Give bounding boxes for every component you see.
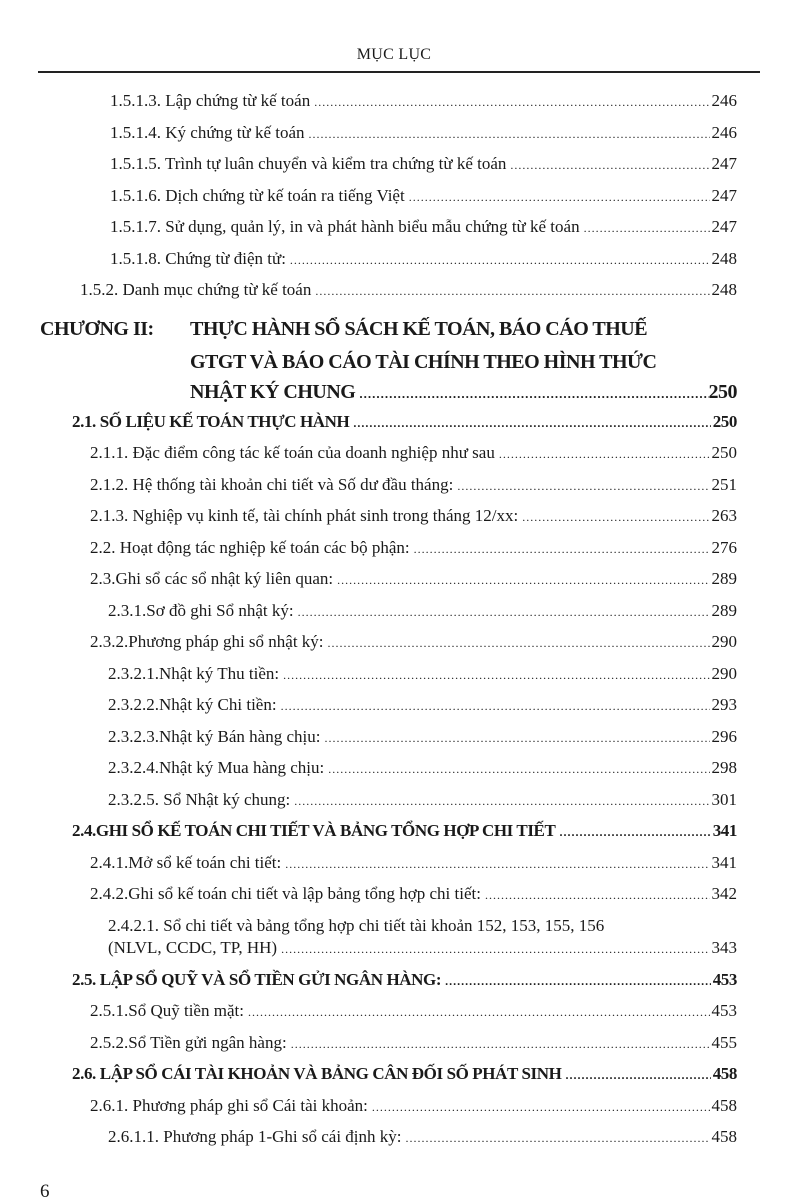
toc-entry-label: 2.5.1.Sổ Quỹ tiền mặt: <box>90 1001 244 1020</box>
toc-entry[interactable] <box>0 596 788 628</box>
toc-entry-label: 2.1.2. Hệ thống tài khoản chi tiết và Số dư đầu tháng: <box>90 474 454 494</box>
toc-entry-page: 458 <box>712 1064 737 1083</box>
toc-entry-line-2 <box>108 937 737 960</box>
toc-entry[interactable] <box>0 879 788 911</box>
toc-entry-label: 2.4.2.1. Sổ chi tiết và bảng tổng hợp chi tiết tài khoản 152, 153, 155, 156 <box>108 915 605 935</box>
toc-entry[interactable] <box>0 149 788 181</box>
toc-entry-page: 455 <box>711 1032 737 1052</box>
dot-leader <box>328 628 710 659</box>
dot-leader <box>281 691 710 722</box>
toc-entry-page: 263 <box>711 506 737 525</box>
dot-leader <box>290 245 710 276</box>
toc-entry-label: 2.1.1. Đặc điểm công tác kế toán của doanh nghiệp như sau <box>90 443 495 462</box>
toc-entry-label: 2.3.2.2.Nhật ký Chi tiền: <box>108 695 277 714</box>
dot-leader <box>294 786 709 817</box>
toc-entry-page: 248 <box>711 248 737 268</box>
toc-entry[interactable] <box>0 627 788 659</box>
toc-entry-label: 2.2. Hoạt động tác nghiệp kế toán các bộ phận: <box>90 537 410 557</box>
toc-entry[interactable] <box>0 1122 788 1154</box>
toc-entry[interactable] <box>0 1059 788 1091</box>
toc-entry-page: 293 <box>711 695 737 714</box>
dot-leader <box>559 817 710 848</box>
dot-leader <box>298 597 710 628</box>
toc-entry-page: 301 <box>711 789 737 809</box>
dot-leader <box>584 213 710 244</box>
toc-entry-label: 2.5.2.Sổ Tiền gửi ngân hàng: <box>90 1032 287 1052</box>
toc-entry[interactable] <box>0 407 788 439</box>
dot-leader <box>315 276 709 307</box>
toc-entry-label: 2.4.GHI SỔ KẾ TOÁN CHI TIẾT VÀ BẢNG TỔNG HỢP CHI TIẾT <box>72 821 556 840</box>
toc-entry-label: 2.3.2.4.Nhật ký Mua hàng chịu: <box>108 758 325 777</box>
dot-leader <box>309 119 710 150</box>
toc-entry-page: 247 <box>711 154 737 173</box>
toc-entry-label: 2.6.1. Phương pháp ghi sổ Cái tài khoản: <box>90 1095 368 1115</box>
toc-entry-page: 246 <box>711 122 737 142</box>
toc-entry-page: 251 <box>711 474 737 494</box>
toc-entry-page: 248 <box>711 280 737 299</box>
toc-entry-label: 2.1.3. Nghiệp vụ kinh tế, tài chính phát sinh trong tháng 12/xx: <box>90 506 519 525</box>
dot-leader <box>281 938 709 960</box>
dot-leader <box>457 471 709 502</box>
toc-entry-label: 2.4.2.Ghi sổ kế toán chi tiết và lập bảng tổng hợp chi tiết: <box>90 884 481 903</box>
toc-chapter-entries <box>0 407 788 1154</box>
chapter-title-line-3: NHẬT KÝ CHUNG <box>190 380 356 403</box>
toc-entry-label: 1.5.1.8. Chứng từ điện tử: <box>110 248 286 268</box>
dot-leader <box>355 381 708 407</box>
toc-entry[interactable] <box>0 533 788 565</box>
toc-entry[interactable] <box>0 501 788 533</box>
toc-entry-label: 1.5.1.5. Trình tự luân chuyển và kiểm tra chứng từ kế toán <box>110 154 507 173</box>
dot-leader <box>445 966 711 997</box>
dot-leader <box>283 660 709 691</box>
toc-entry[interactable] <box>0 659 788 691</box>
toc-entry-label: 1.5.1.7. Sử dụng, quản lý, in và phát hành biểu mẫu chứng từ kế toán <box>110 217 580 236</box>
toc-entry-page: 458 <box>711 1127 737 1146</box>
dot-leader <box>248 997 710 1028</box>
toc-entry-label-continued: (NLVL, CCDC, TP, HH) <box>108 937 278 957</box>
toc-entry-label: 1.5.2. Danh mục chứng từ kế toán <box>80 280 312 299</box>
toc-entry-label: 2.6. LẬP SỔ CÁI TÀI KHOẢN VÀ BẢNG CÂN ĐỐI SỐ PHÁT SINH <box>72 1064 562 1083</box>
toc-entry-label: 2.3.2.Phương pháp ghi sổ nhật ký: <box>90 632 324 651</box>
toc-entry-page: 341 <box>711 852 737 872</box>
toc-entry-label: 1.5.1.6. Dịch chứng từ kế toán ra tiếng Việt <box>110 185 405 205</box>
toc-entry-page: 290 <box>711 632 737 651</box>
chapter-title-line-1: THỰC HÀNH SỔ SÁCH KẾ TOÁN, BÁO CÁO THUẾ <box>190 317 648 340</box>
toc-entry[interactable] <box>0 1028 788 1060</box>
toc-entry[interactable] <box>0 275 788 307</box>
toc-entry-page: 298 <box>711 758 737 777</box>
dot-leader <box>353 408 710 439</box>
dot-leader <box>499 439 710 470</box>
toc-entry[interactable] <box>0 212 788 244</box>
dot-leader <box>324 723 709 754</box>
page-number: 6 <box>40 1180 50 1202</box>
toc-entry-page: 276 <box>711 537 737 557</box>
toc-entry-page: 290 <box>711 663 737 683</box>
running-header: MỤC LỤC <box>356 46 432 63</box>
toc-entry[interactable] <box>0 753 788 785</box>
toc-entry[interactable] <box>0 470 788 502</box>
toc-entry[interactable] <box>0 816 788 848</box>
dot-leader <box>291 1029 710 1060</box>
toc-entry[interactable] <box>0 1091 788 1123</box>
chapter-name: CHƯƠNG II: <box>40 317 154 340</box>
toc-entry[interactable] <box>0 438 788 470</box>
dot-leader <box>285 849 709 880</box>
toc-entry[interactable] <box>0 996 788 1028</box>
toc-entry-label: 2.3.2.5. Sổ Nhật ký chung: <box>108 789 291 809</box>
dot-leader <box>372 1092 710 1123</box>
toc-entry[interactable] <box>0 911 788 965</box>
toc-entry[interactable] <box>0 244 788 276</box>
dot-leader <box>406 1123 710 1154</box>
dot-leader <box>565 1060 710 1091</box>
header-rule <box>38 71 760 73</box>
dot-leader <box>337 565 709 596</box>
toc-entry-label: 2.5. LẬP SỔ QUỸ VÀ SỔ TIỀN GỬI NGÂN HÀNG: <box>72 969 442 989</box>
dot-leader <box>485 880 710 911</box>
dot-leader <box>409 182 710 213</box>
dot-leader <box>522 502 709 533</box>
toc-entry-label: 1.5.1.4. Ký chứng từ kế toán <box>110 122 305 142</box>
toc-entry-label: 2.3.Ghi sổ các sổ nhật ký liên quan: <box>90 569 334 588</box>
toc-entry-page: 296 <box>711 726 737 746</box>
toc-entry[interactable] <box>0 564 788 596</box>
toc-entry-label: 2.3.2.3.Nhật ký Bán hàng chịu: <box>108 726 321 746</box>
toc-entry-label: 2.1. SỐ LIỆU KẾ TOÁN THỰC HÀNH <box>72 411 350 431</box>
toc-entry-page: 458 <box>711 1095 737 1115</box>
toc-entry[interactable] <box>0 690 788 722</box>
chapter-title <box>190 313 737 407</box>
chapter-title-line-2: GTGT VÀ BÁO CÁO TÀI CHÍNH THEO HÌNH THỨC <box>190 350 657 373</box>
dot-leader <box>314 87 709 118</box>
toc-entry-page: 289 <box>711 569 737 588</box>
toc-previous-entries <box>0 86 788 307</box>
dot-leader <box>510 150 709 181</box>
toc-entry[interactable] <box>0 722 788 754</box>
toc-entry[interactable] <box>0 181 788 213</box>
toc-entry-page: 342 <box>711 884 737 903</box>
chapter-page: 250 <box>708 380 737 403</box>
toc-chapter-heading[interactable] <box>0 307 788 407</box>
toc-entry-page: 453 <box>711 1001 737 1020</box>
toc-entry-page: 250 <box>711 443 737 462</box>
dot-leader <box>328 754 709 785</box>
toc-entry-page: 250 <box>712 411 737 431</box>
toc-entry-page: 343 <box>711 937 737 957</box>
toc-entry-label: 2.3.2.1.Nhật ký Thu tiền: <box>108 663 280 683</box>
toc-entry-label: 1.5.1.3. Lập chứng từ kế toán <box>110 91 311 110</box>
toc-entry[interactable] <box>0 965 788 997</box>
toc-entry[interactable] <box>0 118 788 150</box>
toc-entry-page: 453 <box>712 969 737 989</box>
toc-entry-page: 289 <box>711 600 737 620</box>
dot-leader <box>414 534 710 565</box>
table-of-contents <box>0 86 788 1204</box>
toc-entry-label: 2.3.1.Sơ đồ ghi Sổ nhật ký: <box>108 600 294 620</box>
toc-entry-page: 247 <box>711 185 737 205</box>
toc-entry-page: 341 <box>712 821 737 840</box>
toc-entry-label: 2.4.1.Mở sổ kế toán chi tiết: <box>90 852 282 872</box>
toc-entry-page: 247 <box>711 217 737 236</box>
toc-entry-label: 2.6.1.1. Phương pháp 1-Ghi sổ cái định kỳ: <box>108 1127 402 1146</box>
toc-entry[interactable] <box>0 86 788 118</box>
toc-entry[interactable] <box>0 848 788 880</box>
toc-entry[interactable] <box>0 785 788 817</box>
toc-entry-page: 246 <box>711 91 737 110</box>
